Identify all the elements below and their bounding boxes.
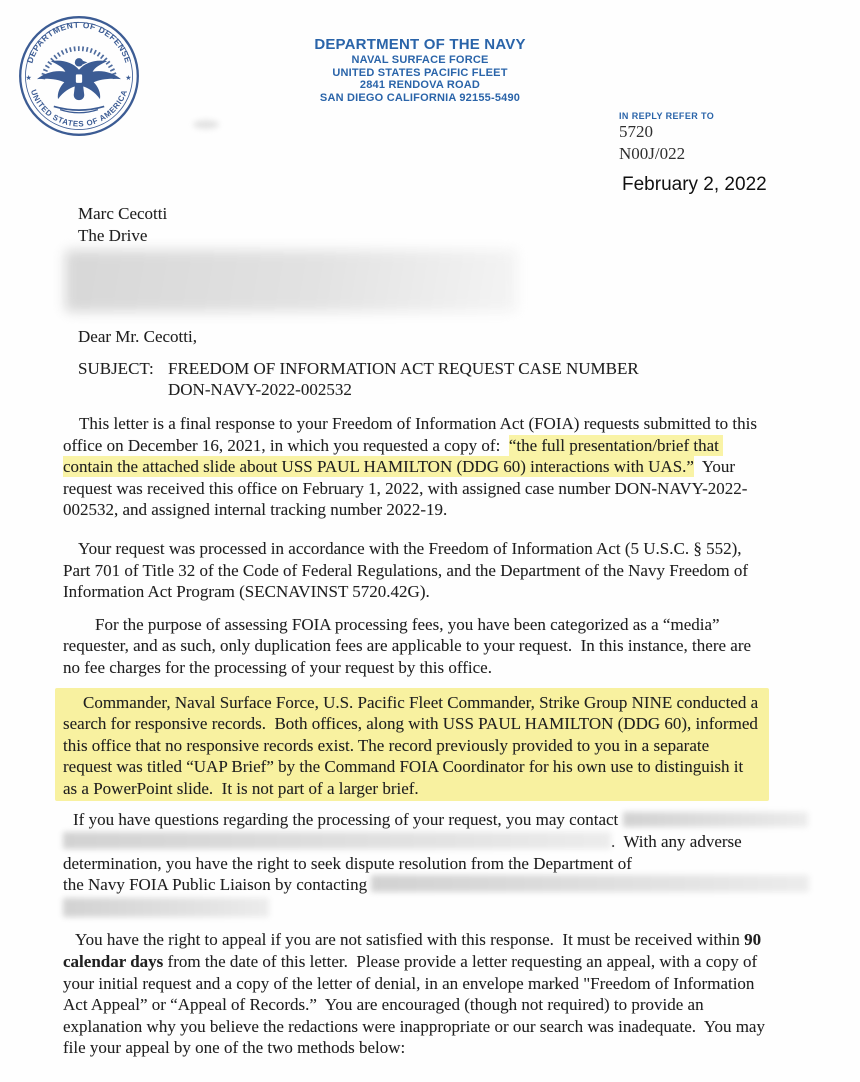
- subject-line-2: DON-NAVY-2022-002532: [168, 380, 352, 400]
- letter-body: [63, 203, 769, 1059]
- p5-line-3: determination, you have the right to seek dispute resolution from the Department of: [63, 853, 632, 873]
- redacted-text: [63, 898, 269, 917]
- paragraph-final-response: [63, 413, 769, 521]
- dod-seal-icon: [16, 12, 142, 140]
- reference-code-2: N00J/022: [619, 144, 686, 163]
- paragraph-highlighted-no-records: Commander, Naval Surface Force, U.S. Pacific Fleet Commander, Strike Group NINE conducted a search for responsive records. Both offices, along with USS PAUL HAMILTON (DDG 60), informed this office that no responsive records exist. The record previously provided to you in a separate request was titled “UAP Brief” by the Command FOIA Coordinator for his own use to distinguish it as a PowerPoint slide. It is not part of a larger brief.: [55, 688, 769, 802]
- p5-line-4: [63, 874, 769, 896]
- letterhead-title: DEPARTMENT OF THE NAVY: [314, 36, 526, 53]
- letter-date: February 2, 2022: [622, 174, 767, 195]
- paragraph-processing-accordance: Your request was processed in accordance with the Freedom of Information Act (5 U.S.C. § 552), Part 701 of Title 32 of the Code of Federal Regulations, and the Department of the Navy Freedom of Information Act Program (SECNAVINST 5720.42G).: [63, 538, 753, 602]
- p5-line-5: [63, 896, 769, 918]
- letterhead-line: SAN DIEGO CALIFORNIA 92155-5490: [319, 91, 521, 104]
- letterhead: [240, 36, 600, 104]
- subject-text: [168, 358, 769, 401]
- p5-line-1-text: If you have questions regarding the processing of your request, you may contact: [73, 810, 623, 830]
- salutation: Dear Mr. Cecotti,: [78, 327, 197, 347]
- redacted-text: [371, 875, 809, 892]
- p6-90-calendar-days: 90 calendar days: [63, 930, 766, 972]
- reference-code-1: 5720: [619, 122, 653, 141]
- seal-bottom-text: UNITED STATES OF AMERICA: [28, 88, 130, 129]
- redacted-address: [65, 250, 517, 312]
- subject-line-1: FREEDOM OF INFORMATION ACT REQUEST CASE NUMBER: [168, 358, 639, 378]
- redacted-text: [623, 812, 808, 827]
- letterhead-line: UNITED STATES PACIFIC FLEET: [332, 66, 508, 79]
- p6-pre: You have the right to appeal if you are not satisfied with this response. It must be received within: [75, 930, 745, 950]
- subject-block: [78, 358, 769, 401]
- paragraph-questions-redacted: [63, 809, 769, 917]
- p1-pre: This letter is a final response to your Freedom of Information Act (FOIA) requests submitted to this office on December 16, 2021, in which you requested a copy of:: [63, 413, 762, 455]
- in-reply-refer-label: IN REPLY REFER TO: [619, 111, 715, 121]
- seal-top-text: DEPARTMENT OF DEFENSE: [24, 19, 134, 65]
- seal-star-left: ★: [25, 75, 32, 83]
- scan-smudge: [193, 120, 219, 129]
- recipient-name: Marc Cecotti: [78, 204, 168, 223]
- reference-block: [619, 111, 714, 165]
- seal-eagle: [37, 58, 121, 113]
- paragraph-fees: For the purpose of assessing FOIA processing fees, you have been categorized as a “media” requester, and as such, only duplication fees are applicable to your request. In this instance, there are no fee charges for the processing of your request by this office.: [63, 614, 756, 677]
- p5-line-4-text: the Navy FOIA Public Liaison by contacting: [63, 875, 372, 895]
- p5-line-2: [63, 831, 769, 853]
- p5-line-1: [63, 809, 769, 831]
- paragraph-appeal-rights: [63, 929, 769, 1059]
- svg-text:DEPARTMENT OF DEFENSE: [25, 20, 134, 65]
- dod-seal-svg: [16, 12, 142, 140]
- letterhead-line: NAVAL SURFACE FORCE: [351, 54, 489, 66]
- redacted-text: [63, 832, 611, 849]
- letterhead-line: 2841 RENDOVA ROAD: [359, 79, 481, 91]
- p1-post: Your request was received this office on February 1, 2022, with assigned case number DON-NAVY-2022-002532, and assigned internal tracking number 2022-19.: [63, 457, 748, 520]
- recipient-organization: The Drive: [78, 225, 148, 245]
- subject-label: SUBJECT:: [78, 358, 154, 378]
- p1-highlighted-quote: “the full presentation/brief that contain the attached slide about USS PAUL HAMILTON (DDG 60) interactions with UAS.”: [63, 435, 724, 477]
- recipient-block: [78, 203, 769, 246]
- p5-line-2-text: . With any adverse: [611, 832, 742, 852]
- p6-post: from the date of this letter. Please provide a letter requesting an appeal, with a copy of your initial request and a copy of the letter of denial, in an envelope marked "Freedom of Information Act Appeal” or “Appeal of Records.” You are encouraged (though not required) to provide an explanation why you believe the redactions were inappropriate or our search was inadequate. You may file your appeal by one of the two methods below:: [63, 952, 770, 1058]
- seal-star-right: ★: [125, 75, 132, 83]
